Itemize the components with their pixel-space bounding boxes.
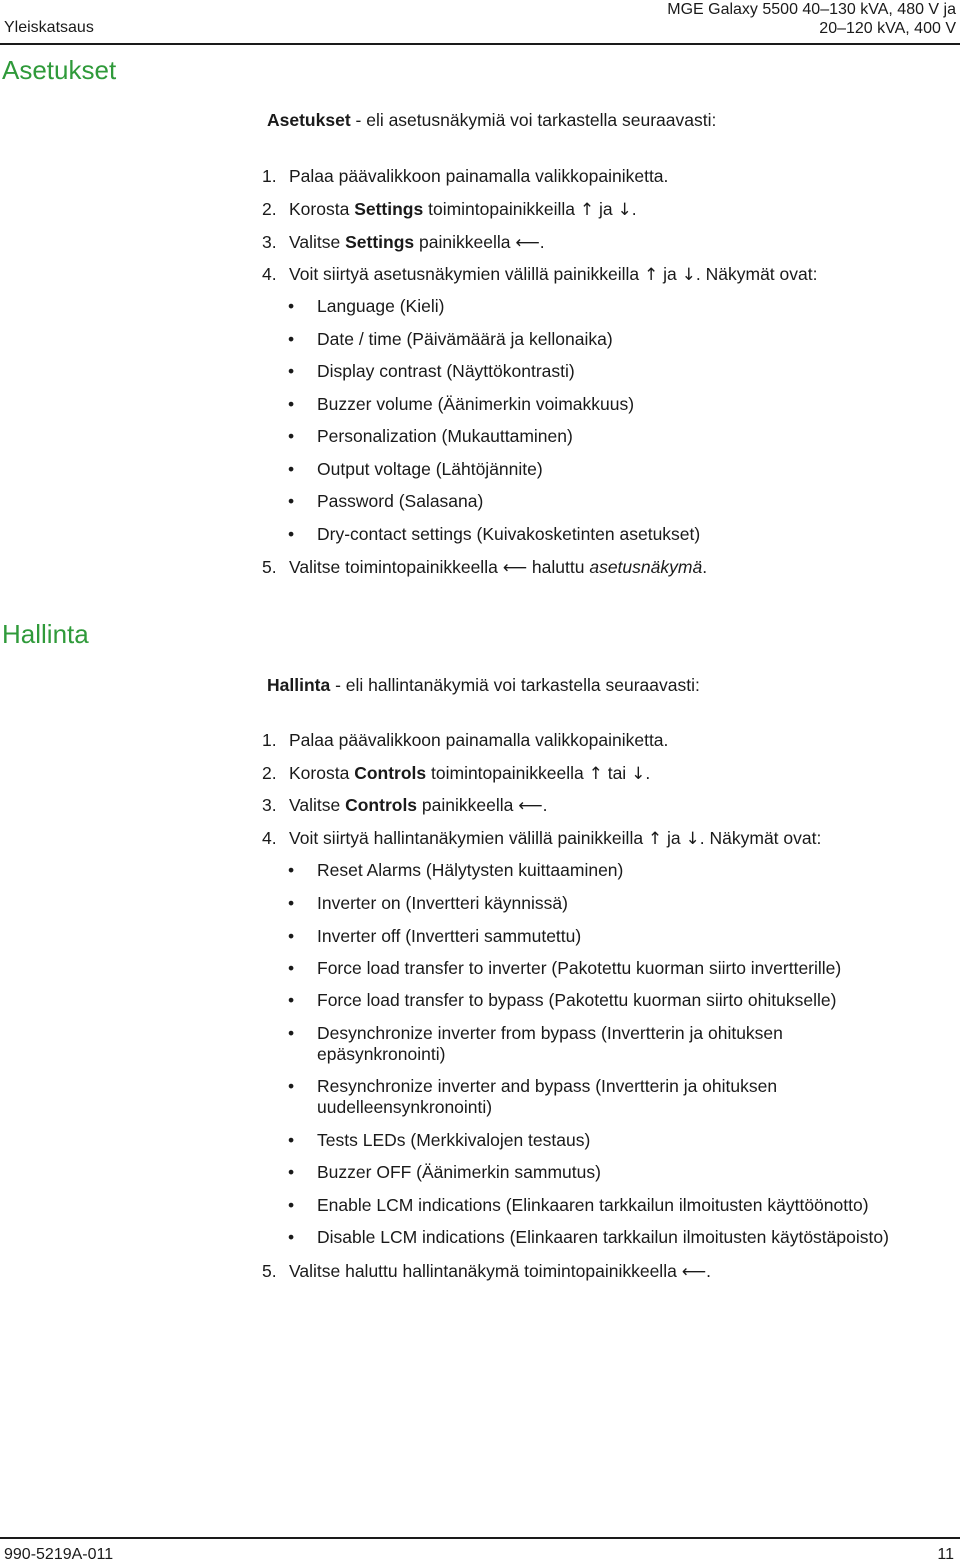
controls-intro-text: - eli hallintanäkymiä voi tarkastella seuraavasti:: [330, 675, 700, 695]
settings-view-item: Date / time (Päivämäärä ja kellonaika): [317, 329, 613, 349]
arrow-left-icon: ⟵: [515, 233, 540, 253]
step-text: .: [702, 557, 708, 577]
settings-step: [289, 166, 668, 187]
controls-step: [289, 1261, 711, 1282]
controls-view-item: [317, 990, 836, 1011]
arrow-up-icon: ↑: [644, 265, 659, 285]
step-text: Palaa päävalikkoon painamalla valikkopainiketta.: [289, 730, 669, 750]
controls-step-number: 1.: [262, 730, 277, 750]
step-text: . Näkymät ovat:: [695, 264, 818, 284]
step-text: painikkeella: [417, 795, 519, 815]
settings-heading: Asetukset: [2, 55, 117, 85]
controls-step-number: 4.: [262, 828, 277, 848]
footer-page-number: 11: [937, 1546, 954, 1563]
step-text: Korosta: [289, 199, 355, 219]
bullet-icon: •: [288, 524, 295, 544]
step-text: Valitse: [289, 795, 346, 815]
settings-step: [289, 199, 637, 220]
controls-step-number: 3.: [262, 795, 277, 815]
step-text: painikkeella: [414, 232, 516, 252]
view-line: epäsynkronointi): [317, 1044, 446, 1064]
settings-view-item: Buzzer volume (Äänimerkin voimakkuus): [317, 394, 635, 414]
bullet-icon: •: [288, 394, 295, 414]
controls-step-number: 5.: [262, 1261, 277, 1281]
controls-view-item: [317, 1130, 590, 1151]
settings-step-number: 3.: [262, 232, 277, 252]
arrow-left-icon: ⟵: [518, 796, 543, 816]
settings-view-item: Dry-contact settings (Kuivakosketinten asetukset): [317, 524, 701, 544]
bullet-icon: •: [288, 926, 295, 946]
bullet-icon: •: [288, 491, 295, 511]
view-line: Reset Alarms (Hälytysten kuittaaminen): [317, 860, 624, 880]
controls-view-item: [317, 958, 841, 979]
arrow-down-icon: ↓: [681, 265, 696, 285]
controls-step-number: 2.: [262, 763, 277, 783]
step-text: .: [645, 763, 651, 783]
step-bold-term: Controls: [354, 763, 427, 783]
view-line: uudelleensynkronointi): [317, 1097, 493, 1117]
step-text: Valitse toimintopainikkeella: [289, 557, 503, 577]
step-text: .: [542, 795, 548, 815]
arrow-left-icon: ⟵: [681, 1262, 707, 1282]
step-text: Palaa päävalikkoon painamalla valikkopainiketta.: [289, 166, 669, 186]
controls-step: [289, 828, 821, 849]
step-text: .: [631, 199, 637, 219]
step-text: Korosta: [289, 763, 355, 783]
view-line: Desynchronize inverter from bypass (Invertterin ja ohituksen: [317, 1023, 783, 1043]
header-product-line1: MGE Galaxy 5500 40–130 kVA, 480 V ja: [667, 1, 956, 18]
controls-step: [289, 730, 668, 751]
bullet-icon: •: [288, 990, 295, 1010]
arrow-down-icon: ↓: [631, 764, 646, 784]
bullet-icon: •: [288, 860, 295, 880]
step-text: toimintopainikkeella: [426, 763, 589, 783]
settings-step: [289, 232, 545, 253]
header-product-name: [667, 0, 956, 38]
step-bold-term: Settings: [354, 199, 424, 219]
step-text: ja: [662, 828, 686, 848]
view-line: Inverter off (Invertteri sammutettu): [317, 926, 582, 946]
arrow-up-icon: ↑: [647, 829, 663, 849]
controls-step: [289, 795, 547, 816]
arrow-left-icon: ⟵: [502, 558, 528, 578]
bullet-icon: •: [288, 1076, 295, 1096]
step-text: ja: [658, 264, 682, 284]
bullet-icon: •: [288, 426, 295, 446]
controls-view-item: [317, 893, 568, 914]
arrow-down-icon: ↓: [617, 200, 632, 220]
step-text: Valitse haluttu hallintanäkymä toimintopainikkeella: [289, 1261, 682, 1281]
bullet-icon: •: [288, 296, 295, 316]
header-section-name: Yleiskatsaus: [4, 19, 94, 36]
settings-step-number: 2.: [262, 199, 277, 219]
controls-view-item: [317, 1076, 777, 1118]
view-line: Inverter on (Invertteri käynnissä): [317, 893, 568, 913]
step-bold-term: Settings: [345, 232, 415, 252]
arrow-up-icon: ↑: [588, 764, 603, 784]
step-text: tai: [602, 763, 632, 783]
footer-rule: [0, 1537, 960, 1539]
step-bold-term: Controls: [345, 795, 418, 815]
controls-view-item: [317, 1227, 889, 1248]
settings-step: [289, 557, 707, 578]
bullet-icon: •: [288, 893, 295, 913]
step-text: .: [539, 232, 545, 252]
step-text: .: [706, 1261, 711, 1281]
settings-step-number: 4.: [262, 264, 277, 284]
view-line: Force load transfer to bypass (Pakotettu kuorman siirto ohitukselle): [317, 990, 837, 1010]
settings-view-item: Password (Salasana): [317, 491, 484, 511]
view-line: Disable LCM indications (Elinkaaren tarkkailun ilmoitusten käytöstäpoisto): [317, 1227, 889, 1247]
controls-view-item: [317, 1162, 601, 1183]
controls-heading: Hallinta: [2, 619, 89, 649]
arrow-up-icon: ↑: [579, 200, 595, 220]
bullet-icon: •: [288, 1023, 295, 1043]
settings-step: [289, 264, 817, 285]
settings-intro: [267, 110, 716, 131]
bullet-icon: •: [288, 958, 295, 978]
view-line: Enable LCM indications (Elinkaaren tarkkailun ilmoitusten käyttöönotto): [317, 1195, 869, 1215]
view-line: Resynchronize inverter and bypass (Invertterin ja ohituksen: [317, 1076, 778, 1096]
step-text: haluttu: [527, 557, 590, 577]
controls-step: [289, 763, 650, 784]
settings-intro-bold: Asetukset: [267, 110, 351, 130]
settings-intro-text: - eli asetusnäkymiä voi tarkastella seuraavasti:: [350, 110, 717, 130]
view-line: Buzzer OFF (Äänimerkin sammutus): [317, 1162, 601, 1182]
header-rule: [0, 43, 960, 45]
controls-view-item: [317, 926, 581, 947]
bullet-icon: •: [288, 1195, 295, 1215]
step-text: toimintopainikkeilla: [423, 199, 580, 219]
bullet-icon: •: [288, 459, 295, 479]
controls-intro-bold: Hallinta: [267, 675, 331, 695]
bullet-icon: •: [288, 1130, 295, 1150]
step-text: Valitse: [289, 232, 346, 252]
step-text: Voit siirtyä asetusnäkymien välillä painikkeilla: [289, 264, 645, 284]
step-italic-term: asetusnäkymä: [589, 557, 703, 577]
bullet-icon: •: [288, 329, 295, 349]
bullet-icon: •: [288, 361, 295, 381]
header-product-line2: 20–120 kVA, 400 V: [819, 20, 956, 37]
step-text: . Näkymät ovat:: [699, 828, 822, 848]
controls-intro: [267, 675, 700, 696]
view-line: Tests LEDs (Merkkivalojen testaus): [317, 1130, 591, 1150]
settings-view-item: Personalization (Mukauttaminen): [317, 426, 573, 446]
settings-step-number: 1.: [262, 166, 277, 186]
settings-view-item: Display contrast (Näyttökontrasti): [317, 361, 575, 381]
view-line: Force load transfer to inverter (Pakotettu kuorman siirto invertterille): [317, 958, 842, 978]
settings-step-number: 5.: [262, 557, 277, 577]
controls-view-item: [317, 1195, 869, 1216]
settings-view-item: Output voltage (Lähtöjännite): [317, 459, 543, 479]
step-text: ja: [594, 199, 618, 219]
step-text: Voit siirtyä hallintanäkymien välillä painikkeilla: [289, 828, 648, 848]
footer-doc-number: 990-5219A-011: [4, 1546, 114, 1563]
bullet-icon: •: [288, 1227, 295, 1247]
controls-view-item: [317, 1023, 783, 1065]
settings-view-item: Language (Kieli): [317, 296, 445, 316]
arrow-down-icon: ↓: [685, 829, 700, 849]
bullet-icon: •: [288, 1162, 295, 1182]
controls-view-item: [317, 860, 623, 881]
